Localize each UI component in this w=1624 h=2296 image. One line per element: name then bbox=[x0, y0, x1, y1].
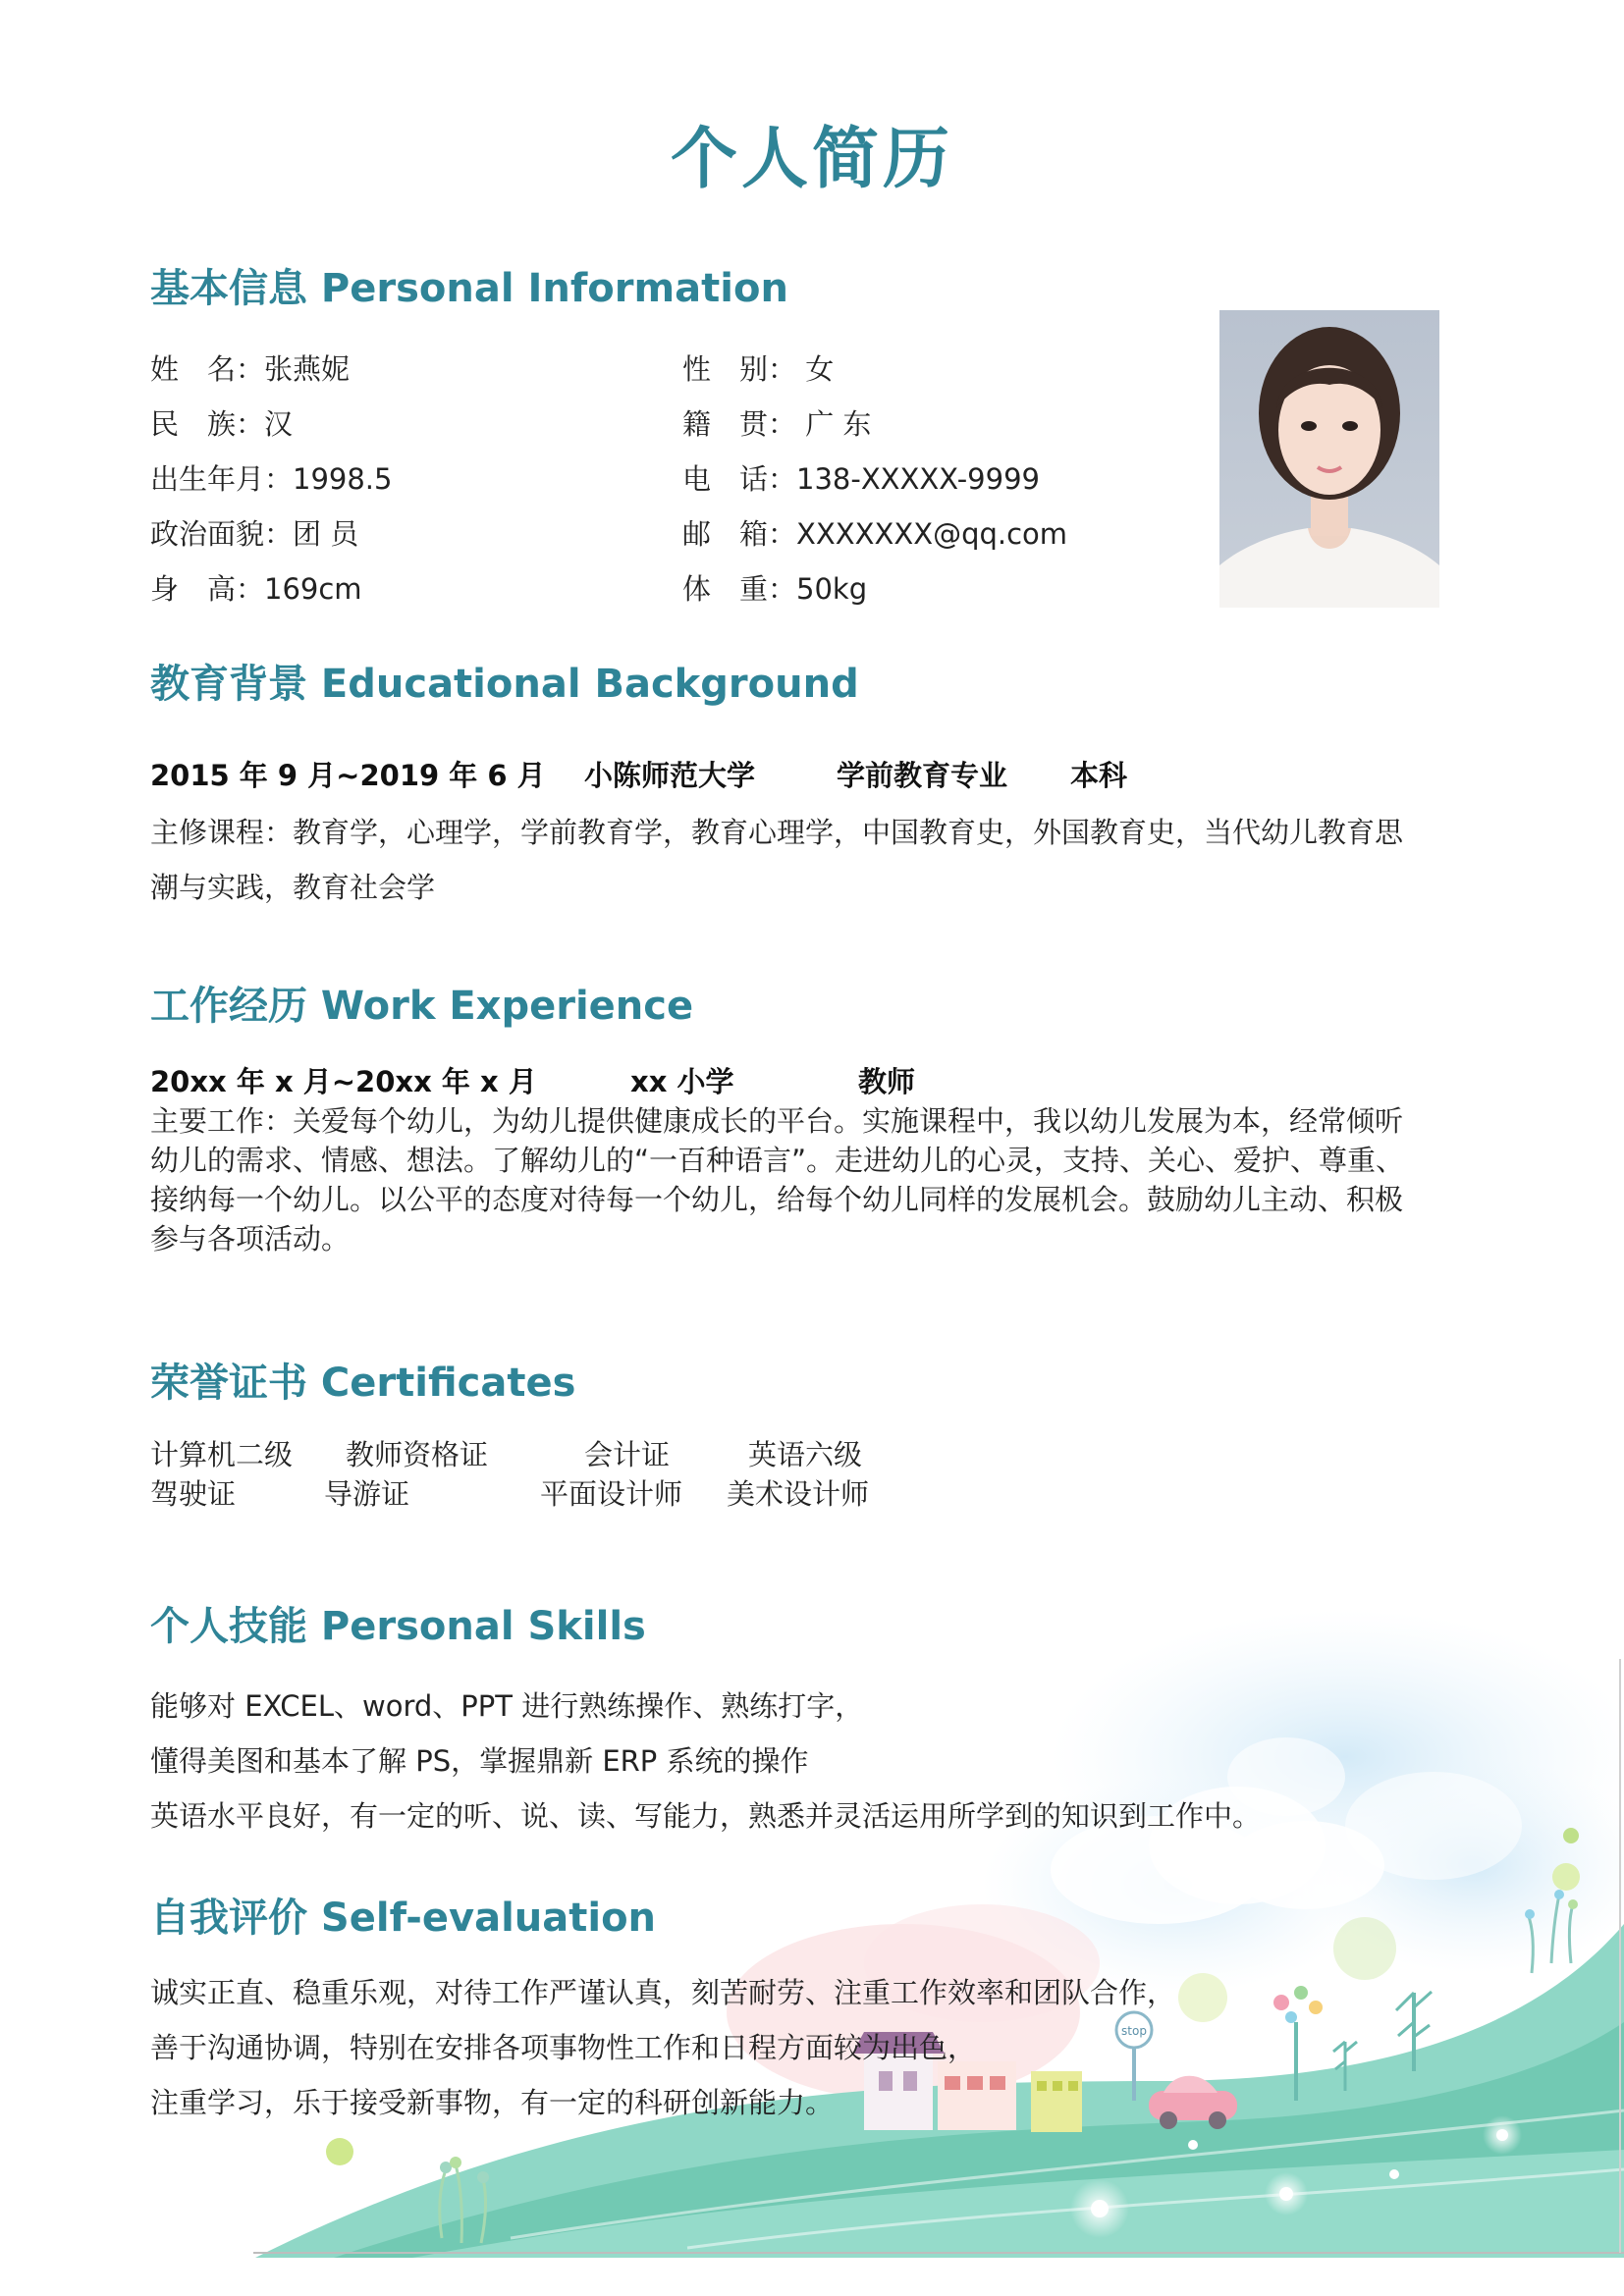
section-heading-basic-info: 基本信息 Personal Information bbox=[150, 266, 788, 311]
certificate-item: 美术设计师 bbox=[727, 1477, 870, 1511]
resume-title: 个人简历 bbox=[670, 121, 953, 198]
info-height: 身 高：169cm bbox=[150, 572, 362, 606]
info-birth: 出生年月：1998.5 bbox=[150, 462, 393, 496]
self-evaluation-line: 诚实正直、稳重乐观，对待工作严谨认真，刻苦耐劳、注重工作效率和团队合作， bbox=[150, 1976, 1176, 2009]
info-weight: 体 重：50kg bbox=[682, 572, 868, 606]
education-courses-line-2: 潮与实践，教育社会学 bbox=[150, 871, 436, 904]
work-employer: xx 小学 bbox=[630, 1065, 734, 1098]
education-courses-line-1: 主修课程：教育学，心理学，学前教育学，教育心理学，中国教育史，外国教育史，当代幼儿教育思 bbox=[150, 816, 1404, 849]
certificate-item: 英语六级 bbox=[748, 1438, 863, 1471]
info-name: 姓 名：张燕妮 bbox=[150, 352, 351, 386]
skill-item: 懂得美图和基本了解 PS，掌握鼎新 ERP 系统的操作 bbox=[150, 1744, 809, 1778]
self-evaluation-line: 注重学习，乐于接受新事物，有一定的科研创新能力。 bbox=[150, 2086, 835, 2119]
info-political-status: 政治面貌：团 员 bbox=[150, 517, 359, 551]
section-heading-skills: 个人技能 Personal Skills bbox=[150, 1604, 646, 1649]
work-period: 20xx 年 x 月~20xx 年 x 月 bbox=[150, 1065, 537, 1098]
info-phone: 电 话：138-XXXXX-9999 bbox=[682, 462, 1040, 496]
stop-sign-label: stop bbox=[1121, 2024, 1147, 2038]
certificate-item: 驾驶证 bbox=[150, 1477, 237, 1511]
work-description-line-2: 幼儿的需求、情感、想法。了解幼儿的“一百种语言”。走进幼儿的心灵，支持、关心、爱护、尊重、 bbox=[150, 1144, 1405, 1177]
section-heading-certificates: 荣誉证书 Certificates bbox=[150, 1361, 576, 1406]
info-email: 邮 箱：XXXXXXX@qq.com bbox=[682, 517, 1068, 551]
work-position: 教师 bbox=[858, 1065, 916, 1098]
info-ethnicity: 民 族：汉 bbox=[150, 407, 294, 441]
skill-item: 能够对 EXCEL、word、PPT 进行熟练操作、熟练打字， bbox=[150, 1689, 864, 1723]
info-hometown: 籍 贯： 广 东 bbox=[682, 407, 872, 441]
self-evaluation-line: 善于沟通协调，特别在安排各项事物性工作和日程方面较为出色， bbox=[150, 2031, 977, 2064]
certificate-item: 计算机二级 bbox=[150, 1438, 294, 1471]
education-degree: 本科 bbox=[1070, 759, 1128, 792]
skill-item: 英语水平良好，有一定的听、说、读、写能力，熟悉并灵活运用所学到的知识到工作中。 bbox=[150, 1799, 1262, 1833]
info-gender: 性 别： 女 bbox=[682, 352, 835, 386]
section-heading-self-evaluation: 自我评价 Self-evaluation bbox=[150, 1896, 657, 1941]
section-heading-education: 教育背景 Educational Background bbox=[150, 662, 859, 707]
work-description-line-1: 主要工作：关爱每个幼儿，为幼儿提供健康成长的平台。实施课程中，我以幼儿发展为本，经常倾听 bbox=[150, 1104, 1404, 1138]
education-school: 小陈师范大学 bbox=[584, 759, 756, 792]
certificate-item: 导游证 bbox=[324, 1477, 410, 1511]
section-heading-work: 工作经历 Work Experience bbox=[150, 984, 694, 1029]
certificate-item: 教师资格证 bbox=[346, 1438, 489, 1471]
certificate-item: 会计证 bbox=[584, 1438, 671, 1471]
education-major: 学前教育专业 bbox=[837, 759, 1008, 792]
education-period: 2015 年 9 月~2019 年 6 月 bbox=[150, 759, 546, 792]
work-description-line-4: 参与各项活动。 bbox=[150, 1222, 351, 1255]
certificate-item: 平面设计师 bbox=[540, 1477, 683, 1511]
profile-photo bbox=[1219, 310, 1439, 608]
work-description-line-3: 接纳每一个幼儿。以公平的态度对待每一个幼儿，给每个幼儿同样的发展机会。鼓励幼儿主动、积极 bbox=[150, 1183, 1404, 1216]
